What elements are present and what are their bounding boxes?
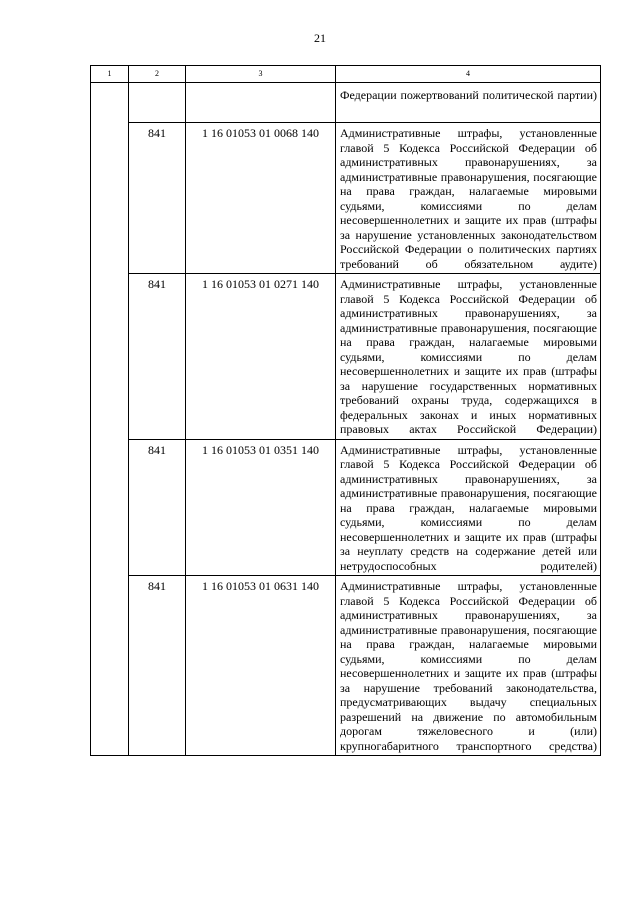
table-row bbox=[91, 123, 601, 274]
admin-code-cell: 841 bbox=[129, 123, 186, 274]
page-number: 21 bbox=[314, 31, 326, 45]
table-row bbox=[91, 274, 601, 440]
admin-code-cell: 841 bbox=[129, 439, 186, 576]
table-row bbox=[91, 439, 601, 576]
budget-code-cell: 1 16 01053 01 0271 140 bbox=[186, 274, 336, 440]
description-cell: Административные штрафы, установленные главой 5 Кодекса Российской Федерации об административных правонарушениях, за административные правонарушения, посягающие на права граждан, налагаемые мировыми судьями, комиссиями по делам несовершеннолетних и защите их прав (штрафы за нарушение установленных законодательством Российской Федерации о политических партиях требований об обязательном аудите) bbox=[336, 123, 601, 274]
header-col-3: 3 bbox=[186, 66, 336, 83]
description-cell: Административные штрафы, установленные главой 5 Кодекса Российской Федерации об административных правонарушениях, за административные правонарушения, посягающие на права граждан, налагаемые мировыми судьями, комиссиями по делам несовершеннолетних и защите их прав (штрафы за нарушение требований законодательства, предусматривающих выдачу специальных разрешений на движение по автомобильным дорогам тяжеловесного и (или) крупногабаритного транспортного средства) bbox=[336, 576, 601, 756]
cell-col-2 bbox=[129, 83, 186, 123]
header-col-4: 4 bbox=[336, 66, 601, 83]
description-cell: Административные штрафы, установленные главой 5 Кодекса Российской Федерации об административных правонарушениях, за административные правонарушения, посягающие на права граждан, налагаемые мировыми судьями, комиссиями по делам несовершеннолетних и защите их прав (штрафы за нарушение государственных нормативных требований охраны труда, содержащихся в федеральных законах и иных нормативных правовых актах Российской Федерации) bbox=[336, 274, 601, 440]
merged-col-1-cell bbox=[91, 83, 129, 756]
budget-code-cell: 1 16 01053 01 0068 140 bbox=[186, 123, 336, 274]
budget-codes-table bbox=[90, 65, 601, 756]
table-row bbox=[91, 83, 601, 123]
header-col-2: 2 bbox=[129, 66, 186, 83]
header-col-1: 1 bbox=[91, 66, 129, 83]
budget-code-cell: 1 16 01053 01 0631 140 bbox=[186, 576, 336, 756]
table-header-row bbox=[91, 66, 601, 83]
table-row bbox=[91, 576, 601, 756]
budget-code-cell: 1 16 01053 01 0351 140 bbox=[186, 439, 336, 576]
continuation-text: Федерации пожертвований политической партии) bbox=[336, 83, 601, 123]
description-cell: Административные штрафы, установленные главой 5 Кодекса Российской Федерации об административных правонарушениях, за административные правонарушения, посягающие на права граждан, налагаемые мировыми судьями, комиссиями по делам несовершеннолетних и защите их прав (штрафы за неуплату средств на содержание детей или нетрудоспособных родителей) bbox=[336, 439, 601, 576]
cell-col-3 bbox=[186, 83, 336, 123]
admin-code-cell: 841 bbox=[129, 576, 186, 756]
admin-code-cell: 841 bbox=[129, 274, 186, 440]
